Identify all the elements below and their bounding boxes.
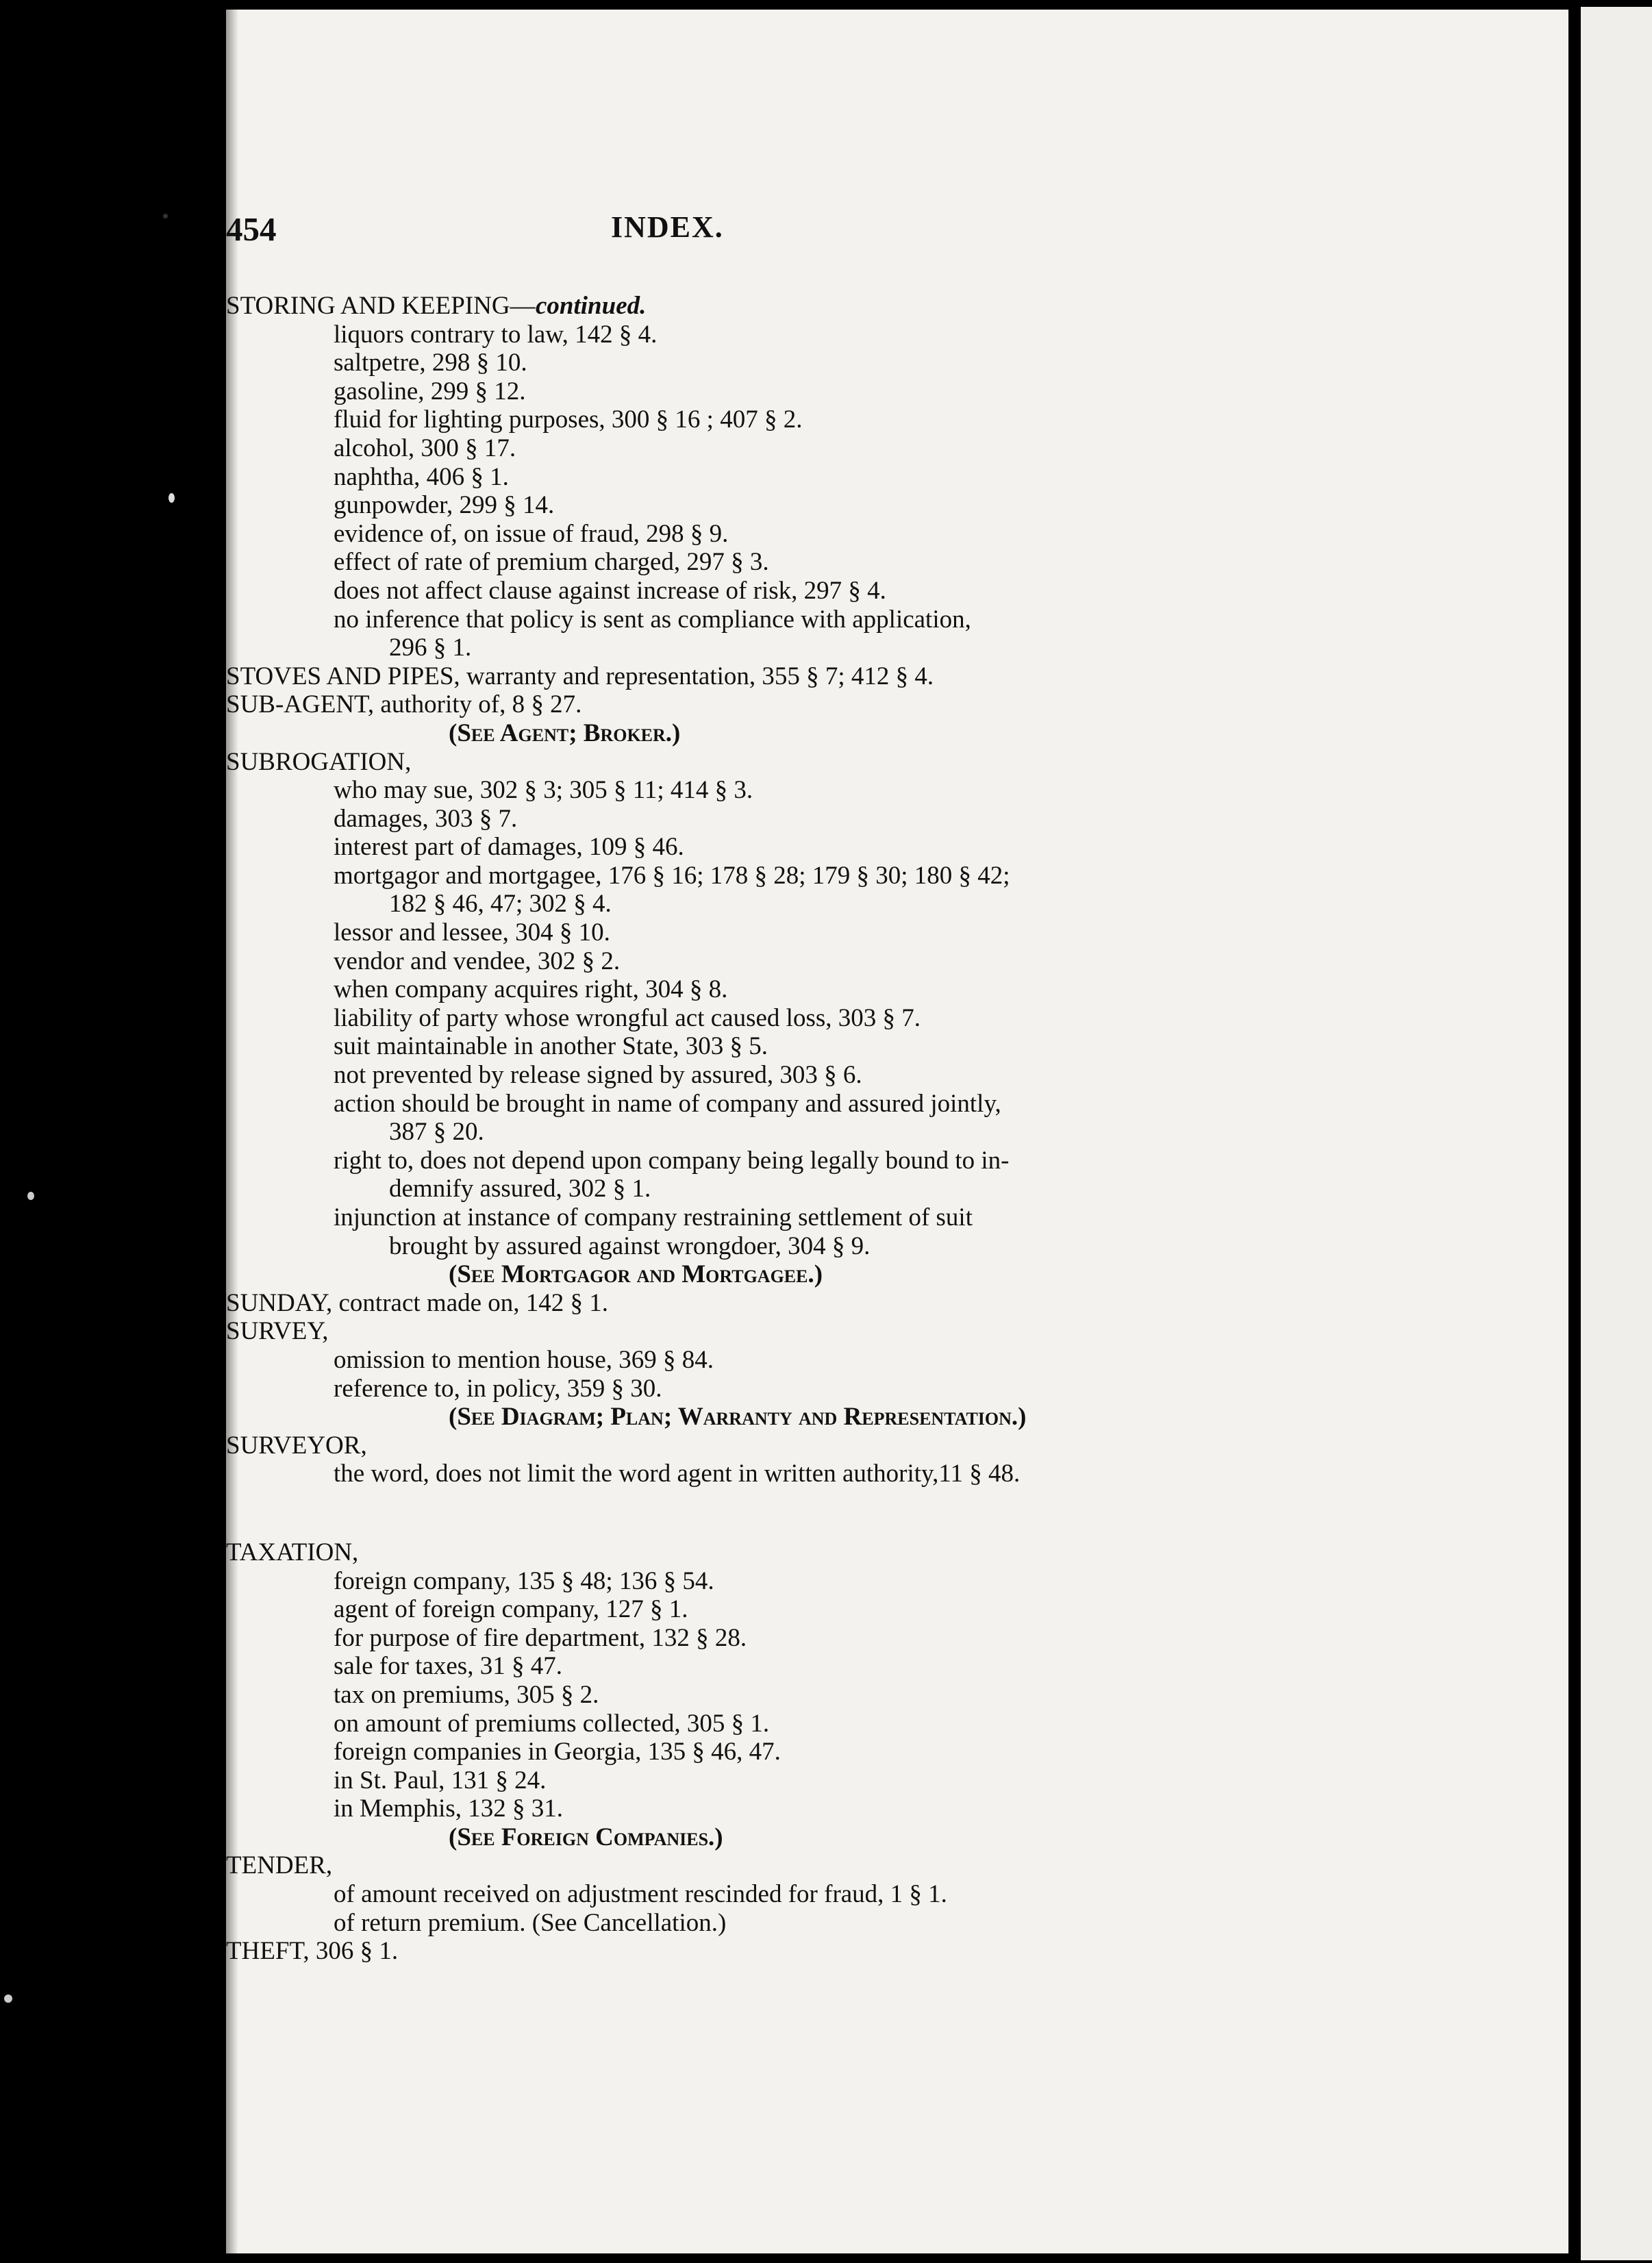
entry-text: vendor and vendee, 302 § 2.: [334, 947, 621, 975]
index-subentry: [0, 1375, 1652, 1403]
index-subentry: [0, 520, 1652, 549]
index-subentry: [0, 1624, 1652, 1653]
entry-text: liquors contrary to law, 142 § 4.: [334, 320, 658, 349]
entry-text: alcohol, 300 § 17.: [334, 434, 516, 462]
index-subentry: [0, 1909, 1652, 1938]
entry-text: action should be brought in name of company and assured jointly,: [334, 1089, 1001, 1118]
index-subentry: [0, 1090, 1652, 1118]
entry-text: injunction at instance of company restraining settlement of suit: [334, 1203, 973, 1231]
entry-text: tax on premiums, 305 § 2.: [334, 1680, 599, 1709]
entry-text: (See Diagram; Plan; Warranty and Representation.): [449, 1403, 1027, 1431]
entry-text: not prevented by release signed by assured, 303 § 6.: [334, 1061, 862, 1090]
entry-text: suit maintainable in another State, 303 § 5.: [334, 1032, 768, 1061]
entry-text: mortgagor and mortgagee, 176 § 16; 178 § 28; 179 § 30; 180 § 42;: [334, 861, 1010, 890]
entry-gap: [0, 1488, 1652, 1538]
entry-text: gasoline, 299 § 12.: [334, 377, 526, 405]
entry-text: TAXATION,: [226, 1538, 359, 1566]
entry-text: saltpetre, 298 § 10.: [334, 349, 527, 377]
entry-text: (See Foreign Companies.): [449, 1823, 723, 1851]
entry-text: TENDER,: [226, 1851, 333, 1880]
index-subentry: [0, 862, 1652, 890]
entry-text: lessor and lessee, 304 § 10.: [334, 918, 610, 947]
index-subentry: [0, 491, 1652, 520]
index-subentry: [0, 890, 1652, 918]
entry-text: fluid for lighting purposes, 300 § 16 ; 407 § 2.: [334, 405, 803, 434]
index-subentry: [0, 1595, 1652, 1624]
index-subentry: [0, 1681, 1652, 1710]
entry-text: SURVEY,: [226, 1317, 329, 1346]
entry-text: effect of rate of premium charged, 297 § 3.: [334, 548, 769, 577]
entry-text: SUNDAY, contract made on, 142 § 1.: [226, 1288, 609, 1317]
entry-text: interest part of damages, 109 § 46.: [334, 833, 684, 862]
index-subentry: [0, 1652, 1652, 1681]
entry-text: THEFT, 306 § 1.: [226, 1937, 399, 1966]
index-subentry: [0, 405, 1652, 434]
entry-text: 296 § 1.: [389, 634, 472, 662]
index-subentry: [0, 634, 1652, 662]
index-subentry: [0, 947, 1652, 976]
entry-text: in Memphis, 132 § 31.: [334, 1795, 564, 1823]
entry-text: of return premium. (See Cancellation.): [334, 1908, 727, 1937]
entry-text: damages, 303 § 7.: [334, 804, 518, 833]
entry-text: 182 § 46, 47; 302 § 4.: [389, 890, 612, 918]
continued-label: continued.: [536, 292, 647, 320]
index-subentry: [0, 1147, 1652, 1175]
entry-text: gunpowder, 299 § 14.: [334, 491, 555, 520]
scan-speck: [163, 214, 168, 218]
index-heading: [0, 1851, 1652, 1880]
cross-reference: [0, 719, 1652, 748]
scan-speck: [27, 1192, 34, 1200]
entry-text: in St. Paul, 131 § 24.: [334, 1766, 547, 1795]
entry-text: no inference that policy is sent as compliance with application,: [334, 605, 971, 634]
index-subentry: [0, 1061, 1652, 1090]
index-heading: [0, 292, 1652, 321]
index-heading: [0, 1431, 1652, 1460]
entry-text: (See Agent; Broker.): [449, 718, 681, 747]
index-subentry: [0, 605, 1652, 634]
index-subentry: [0, 1004, 1652, 1033]
entry-text: SUB-AGENT, authority of, 8 § 27.: [226, 690, 582, 719]
entry-text: the word, does not limit the word agent in written authority,11 § 48.: [334, 1460, 1021, 1488]
entry-text: 387 § 20.: [389, 1118, 484, 1147]
entry-text: foreign company, 135 § 48; 136 § 54.: [334, 1566, 714, 1595]
index-heading: [0, 748, 1652, 777]
index-subentry: [0, 776, 1652, 805]
cross-reference: [0, 1260, 1652, 1289]
index-subentry: [0, 548, 1652, 577]
cross-reference: [0, 1823, 1652, 1852]
entry-text: STOVES AND PIPES, warranty and representation, 355 § 7; 412 § 4.: [226, 662, 934, 690]
cross-reference: [0, 1403, 1652, 1431]
index-entries: [0, 292, 1652, 1966]
index-subentry: [0, 321, 1652, 349]
index-heading: [0, 662, 1652, 691]
entry-text: reference to, in policy, 359 § 30.: [334, 1374, 662, 1403]
index-subentry: [0, 833, 1652, 862]
entry-text: STORING AND KEEPING—: [226, 292, 536, 320]
index-subentry: [0, 805, 1652, 834]
entry-text: of amount received on adjustment rescinded for fraud, 1 § 1.: [334, 1880, 947, 1909]
entry-text: foreign companies in Georgia, 135 § 46, 47.: [334, 1738, 781, 1766]
page-header: [0, 210, 1652, 251]
entry-text: naphtha, 406 § 1.: [334, 462, 509, 491]
index-subentry: [0, 434, 1652, 463]
index-heading: [0, 1289, 1652, 1318]
entry-text: (See Mortgagor and Mortgagee.): [449, 1260, 823, 1289]
page-number: 454: [226, 210, 277, 248]
entry-text: on amount of premiums collected, 305 § 1.: [334, 1709, 770, 1738]
entry-text: omission to mention house, 369 § 84.: [334, 1345, 714, 1374]
index-subentry: [0, 1175, 1652, 1203]
index-heading: [0, 690, 1652, 719]
entry-text: right to, does not depend upon company being legally bound to in-: [334, 1146, 1010, 1175]
index-subentry: [0, 1880, 1652, 1909]
index-subentry: [0, 1795, 1652, 1823]
index-subentry: [0, 1118, 1652, 1147]
entry-text: demnify assured, 302 § 1.: [389, 1175, 651, 1203]
index-subentry: [0, 975, 1652, 1004]
index-subentry: [0, 1766, 1652, 1795]
scan-speck: [168, 493, 175, 503]
index-subentry: [0, 1032, 1652, 1061]
running-head: INDEX.: [611, 210, 724, 244]
index-subentry: [0, 463, 1652, 492]
entry-text: SURVEYOR,: [226, 1431, 367, 1460]
index-subentry: [0, 1460, 1652, 1488]
entry-text: when company acquires right, 304 § 8.: [334, 975, 728, 1004]
entry-text: sale for taxes, 31 § 47.: [334, 1652, 562, 1681]
entry-text: for purpose of fire department, 132 § 28.: [334, 1623, 747, 1652]
index-subentry: [0, 377, 1652, 406]
index-subentry: [0, 1346, 1652, 1375]
entry-text: brought by assured against wrongdoer, 304 § 9.: [389, 1231, 871, 1260]
entry-text: SUBROGATION,: [226, 747, 412, 776]
index-subentry: [0, 1567, 1652, 1596]
index-subentry: [0, 1710, 1652, 1738]
index-subentry: [0, 349, 1652, 377]
scan-speck: [4, 1995, 12, 2003]
index-subentry: [0, 918, 1652, 947]
entry-text: does not affect clause against increase of risk, 297 § 4.: [334, 576, 886, 605]
entry-text: evidence of, on issue of fraud, 298 § 9.: [334, 519, 729, 548]
entry-text: who may sue, 302 § 3; 305 § 11; 414 § 3.: [334, 776, 753, 805]
index-heading: [0, 1538, 1652, 1567]
entry-text: liability of party whose wrongful act caused loss, 303 § 7.: [334, 1003, 921, 1032]
index-heading: [0, 1317, 1652, 1346]
index-subentry: [0, 1232, 1652, 1261]
index-subentry: [0, 1203, 1652, 1232]
entry-text: agent of foreign company, 127 § 1.: [334, 1595, 688, 1624]
index-subentry: [0, 577, 1652, 605]
index-heading: [0, 1937, 1652, 1966]
index-subentry: [0, 1738, 1652, 1766]
